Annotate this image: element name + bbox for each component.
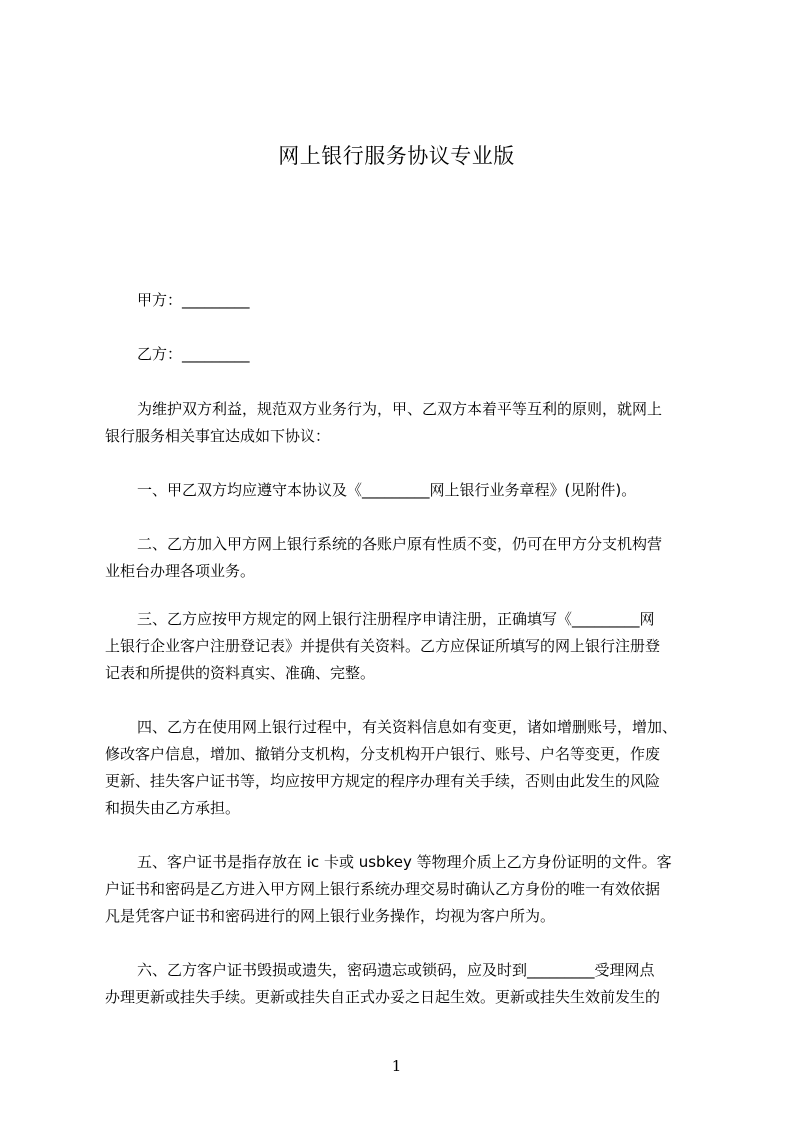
clause-2-line-1: 二、乙方加入甲方网上银行系统的各账户原有性质不变，仍可在甲方分支机构营 — [137, 535, 663, 553]
clause-3-line-2: 上银行企业客户注册登记表》并提供有关资料。乙方应保证所填写的网上银行注册登 — [105, 637, 661, 655]
clause-3-line-1: 三、乙方应按甲方规定的网上银行注册程序申请注册，正确填写《_________网 — [137, 610, 655, 628]
page-number: 1 — [391, 1057, 402, 1075]
clause-6-line-2: 办理更新或挂失手续。更新或挂失自正式办妥之日起生效。更新或挂失生效前发生的 — [105, 988, 661, 1006]
clause-4-line-4: 和损失由乙方承担。 — [105, 799, 241, 817]
clause-6-line-1: 六、乙方客户证书毁损或遗失，密码遗忘或锁码，应及时到_________受理网点 — [137, 961, 655, 979]
clause-3-line-3: 记表和所提供的资料真实、准确、完整。 — [105, 664, 376, 682]
preamble-line-2: 银行服务相关事宜达成如下协议： — [105, 427, 331, 445]
preamble-line-1: 为维护双方利益，规范双方业务行为，甲、乙双方本着平等互利的原则，就网上 — [137, 400, 663, 418]
clause-5-line-1: 五、客户证书是指存放在 ic 卡或 usbkey 等物理介质上乙方身份证明的文件。客 — [137, 853, 672, 871]
clause-4-line-1: 四、乙方在使用网上银行过程中，有关资料信息如有变更，诸如增删账号，增加、 — [137, 718, 678, 736]
clause-2-line-2: 业柜台办理各项业务。 — [105, 562, 256, 580]
clause-4-line-2: 修改客户信息，增加、撤销分支机构，分支机构开户银行、账号、户名等变更，作废 — [105, 745, 661, 763]
party-b-line: 乙方：_________ — [137, 345, 250, 363]
document-title: 网上银行服务协议专业版 — [278, 144, 515, 168]
clause-4-line-3: 更新、挂失客户证书等，均应按甲方规定的程序办理有关手续，否则由此发生的风险 — [105, 772, 661, 790]
clause-1-line-1: 一、甲乙双方均应遵守本协议及《_________网上银行业务章程》(见附件)。 — [137, 481, 637, 499]
clause-5-line-2: 户证书和密码是乙方进入甲方网上银行系统办理交易时确认乙方身份的唯一有效依据 — [105, 880, 661, 898]
party-a-line: 甲方：_________ — [137, 291, 250, 309]
clause-5-line-3: 凡是凭客户证书和密码进行的网上银行业务操作，均视为客户所为。 — [105, 907, 556, 925]
